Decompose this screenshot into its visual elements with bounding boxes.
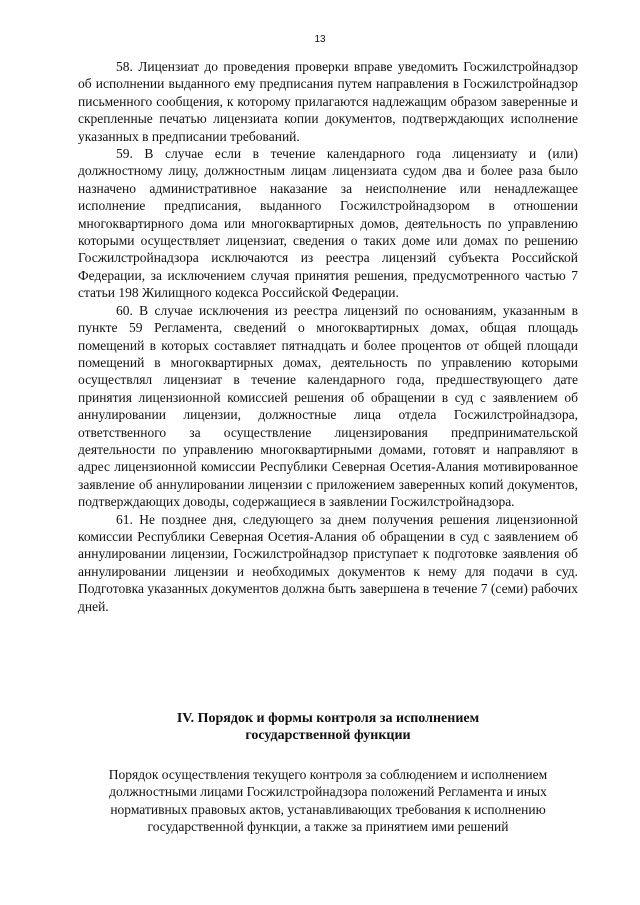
paragraph-60: 60. В случае исключения из реестра лицензий по основаниям, указанным в пункте 59 Регламента, сведений о многоквартирных домах, общая площадь помещений в которых составляет пятнадцать и более процентов от общей площади помещений в многоквартирных домах, деятельность по управлению которыми осуществлял лицензиат в течение календарного года, предшествующего дате принятия лицензионной комиссией решения об обращении в суд с заявлением об аннулировании лицензии, должностные лица отдела Госжилстройнадзора, ответственного за осуществление лицензирования предпринимательской деятельности по управлению многоквартирными домами, готовят и направляют в адрес лицензионной комиссии Республики Северная Осетия-Алания мотивированное заявление об аннулировании лицензии с приложением заверенных копий документов, подтверждающих доводы, содержащиеся в заявлении Госжилстройнадзора. xyxy=(78,302,578,510)
section-heading xyxy=(78,710,578,744)
section-heading-line1: IV. Порядок и формы контроля за исполнением xyxy=(176,711,480,726)
section-heading-line2: государственной функции xyxy=(245,728,411,743)
document-body xyxy=(78,58,578,615)
page-number: 13 xyxy=(314,34,326,45)
section-subheading: Порядок осуществления текущего контроля за соблюдением и исполнением должностными лицами Госжилстройнадзора положений Регламента и иных нормативных правовых актов, устанавливающих требования к исполнению государственной функции, а также за принятием ими решений xyxy=(108,767,548,835)
paragraph-59: 59. В случае если в течение календарного года лицензиату и (или) должностному лицу, должностным лицам лицензиата судом два и более раза было назначено административное наказание за неисполнение или ненадлежащее исполнение предписания, выданного Госжилстройнадзором в отношении многоквартирного дома или многоквартирных домов, деятельность по управлению которыми осуществляет лицензиат, сведения о таких доме или домах по решению Госжилстройнадзора исключаются из реестра лицензий субъекта Российской Федерации, за исключением случая принятия решения, предусмотренного частью 7 статьи 198 Жилищного кодекса Российской Федерации. xyxy=(78,146,578,301)
paragraph-61: 61. Не позднее дня, следующего за днем получения решения лицензионной комиссии Республики Северная Осетия-Алания об обращении в суд с заявлением об аннулировании лицензии, Госжилстройнадзор приступает к подготовке заявления об аннулировании лицензии и необходимых документов к нему для подачи в суд. Подготовка указанных документов должна быть завершена в течение 7 (семи) рабочих дней. xyxy=(78,511,578,614)
paragraph-58: 58. Лицензиат до проведения проверки вправе уведомить Госжилстройнадзор об исполнении выданного ему предписания путем направления в Госжилстройнадзор письменного сообщения, к которому прилагаются надлежащим образом заверенные и скрепленные печатью лицензиата копии документов, подтверждающих исполнение указанных в предписании требований. xyxy=(78,59,578,144)
